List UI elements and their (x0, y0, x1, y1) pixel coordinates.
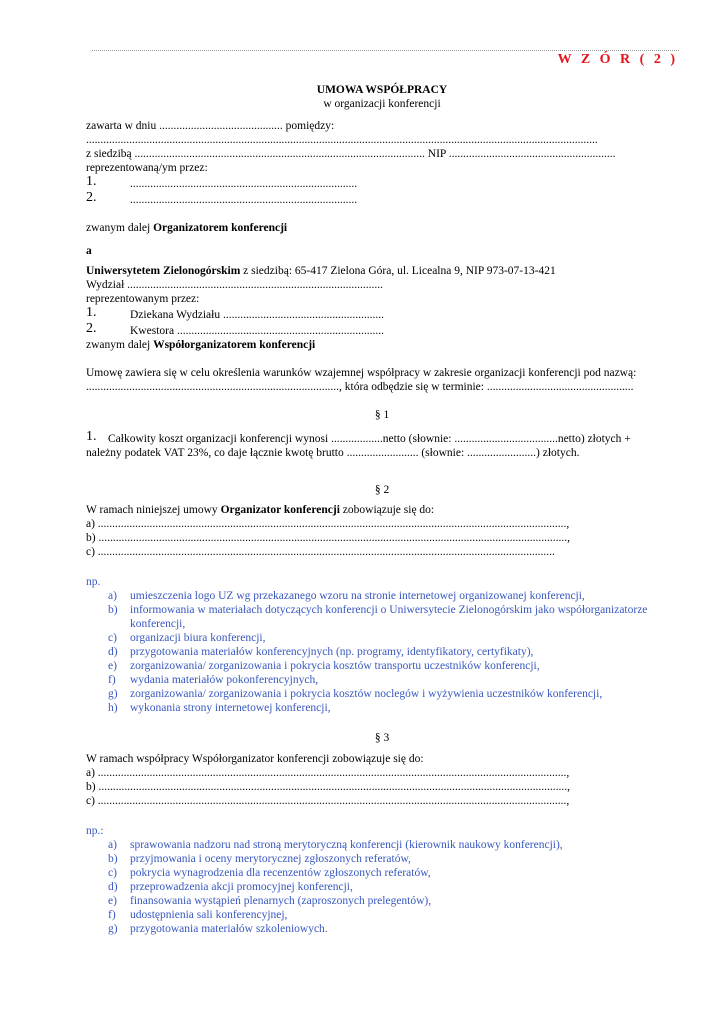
document-subtitle: w organizacji konferencji (323, 98, 441, 110)
section-1-line-2: należny podatek VAT 23%, co daje łącznie kwotę brutto ......................... (słownie: ........................) złotych. (86, 447, 580, 459)
list-item-text: sprawowania nadzoru nad stroną merytoryczną konferencji (kierownik naukowy konferencji), (130, 839, 563, 851)
list-item-letter: b) (108, 604, 118, 616)
list-item-text: przygotowania materiałów konferencyjnych (np. programy, identyfikatory, certyfikaty), (130, 646, 534, 658)
section-2-blank: a) ..................................................................................................................................................................., (86, 518, 570, 530)
party1-called-line: zwanym dalej Organizatorem konferencji (86, 222, 288, 234)
list-item-text: przeprowadzenia akcji promocyjnej konferencji, (130, 881, 353, 893)
list-item-text: zorganizowania/ zorganizowania i pokrycia kosztów transportu uczestników konferencji, (130, 660, 540, 672)
list-item-text: zorganizowania/ zorganizowania i pokrycia kosztów noclegów i wyżywienia uczestników konferencji, (130, 688, 603, 700)
list-item-letter: g) (108, 923, 118, 935)
list-item-letter: d) (108, 881, 118, 893)
party2-rep-num: 2. (86, 321, 97, 336)
section-1-num: 1. (86, 429, 97, 444)
list-item-letter: f) (108, 674, 116, 686)
list-item-letter: a) (108, 839, 117, 851)
connector-a: a (86, 245, 92, 257)
list-item-text: informowania w materiałach dotyczących konferencji o Uniwersytecie Zielonogórskim jako współorganizatorze konferencji, (130, 604, 648, 630)
list-item-letter: e) (108, 660, 117, 672)
section-3-intro: W ramach współpracy Współorganizator konferencji zobowiązuje się do: (86, 753, 424, 765)
section-2-blank: c) ............................................................................................................................................................... (86, 546, 555, 558)
party1-name-line: .................................................................................................................................................................................. (86, 134, 598, 146)
intro-line-2: ........................................................................................, która odbędzie się w terminie: ................................................... (86, 381, 634, 393)
section-1-heading: § 1 (374, 409, 390, 421)
party2-rep-line: Kwestora ........................................................................ (130, 325, 384, 337)
party2-faculty-line: Wydział ......................................................................................... (86, 279, 384, 291)
list-item-text: umieszczenia logo UZ wg przekazanego wzoru na stronie internetowej organizowanej konferencji, (130, 590, 585, 602)
party2-represented-label: reprezentowanym przez: (86, 293, 200, 305)
section-2-blank: b) ..................................................................................................................................................................., (86, 532, 570, 544)
section-1-line-1: Całkowity koszt organizacji konferencji wynosi ..................netto (słownie: ....................................netto) złotych + (108, 433, 631, 445)
section-3-blank: b) ..................................................................................................................................................................., (86, 781, 570, 793)
list-item-text: przyjmowania i oceny merytorycznej zgłoszonych referatów, (130, 853, 411, 865)
list-item-letter: d) (108, 646, 118, 658)
party1-rep-num: 2. (86, 190, 97, 205)
list-item-text: organizacji biura konferencji, (130, 632, 266, 644)
section-3-blank: c) ..................................................................................................................................................................., (86, 795, 570, 807)
section-2-heading: § 2 (374, 484, 390, 496)
list-item-text: przygotowania materiałów szkoleniowych. (130, 923, 328, 935)
section-2-example-label: np. (86, 576, 101, 588)
list-item-text: finansowania wystąpień plenarnych (zaproszonych prelegentów), (130, 895, 432, 907)
party2-rep-num: 1. (86, 305, 97, 320)
list-item-letter: a) (108, 590, 117, 602)
party1-rep-num: 1. (86, 174, 97, 189)
section-3-heading: § 3 (374, 732, 390, 744)
list-item-letter: f) (108, 909, 116, 921)
list-item-text: wydania materiałów pokonferencyjnych, (130, 674, 319, 686)
list-item-letter: c) (108, 632, 117, 644)
party2-name-line: Uniwersytetem Zielonogórskim z siedzibą: 65-417 Zielona Góra, ul. Licealna 9, NIP 973-07-13-421 (86, 265, 556, 277)
party1-represented-label: reprezentowaną/ym przez: (86, 162, 208, 174)
list-item-letter: h) (108, 702, 118, 714)
intro-line-1: Umowę zawiera się w celu określenia warunków wzajemnej współpracy w zakresie organizacji konferencji pod nazwą: (86, 367, 637, 379)
section-2-intro: W ramach niniejszej umowy Organizator konferencji zobowiązuje się do: (86, 504, 435, 516)
list-item-letter: c) (108, 867, 117, 879)
list-item-letter: b) (108, 853, 118, 865)
party2-called-line: zwanym dalej Współorganizatorem konferencji (86, 339, 316, 351)
list-item-text: udostępnienia sali konferencyjnej, (130, 909, 288, 921)
section-3-example-label: np.: (86, 825, 104, 837)
header-divider (92, 50, 679, 51)
list-item-text: wykonania strony internetowej konferencji, (130, 702, 331, 714)
concluded-line: zawarta w dniu ........................................... pomiędzy: (86, 120, 335, 132)
party2-rep-line: Dziekana Wydziału ........................................................ (130, 309, 384, 321)
list-item-letter: g) (108, 688, 118, 700)
list-item-text: pokrycia wynagrodzenia dla recenzentów zgłoszonych referatów, (130, 867, 431, 879)
party1-rep-line: ............................................................................... (130, 178, 358, 190)
template-marker: W Z Ó R ( 2 ) (557, 52, 678, 67)
party1-rep-line: ............................................................................... (130, 194, 358, 206)
party1-seat-line: z siedzibą ..................................................................................................... NIP .......................................................... (86, 148, 616, 160)
list-item-letter: e) (108, 895, 117, 907)
document-title: UMOWA WSPÓŁPRACY (316, 84, 448, 96)
section-3-blank: a) ..................................................................................................................................................................., (86, 767, 570, 779)
